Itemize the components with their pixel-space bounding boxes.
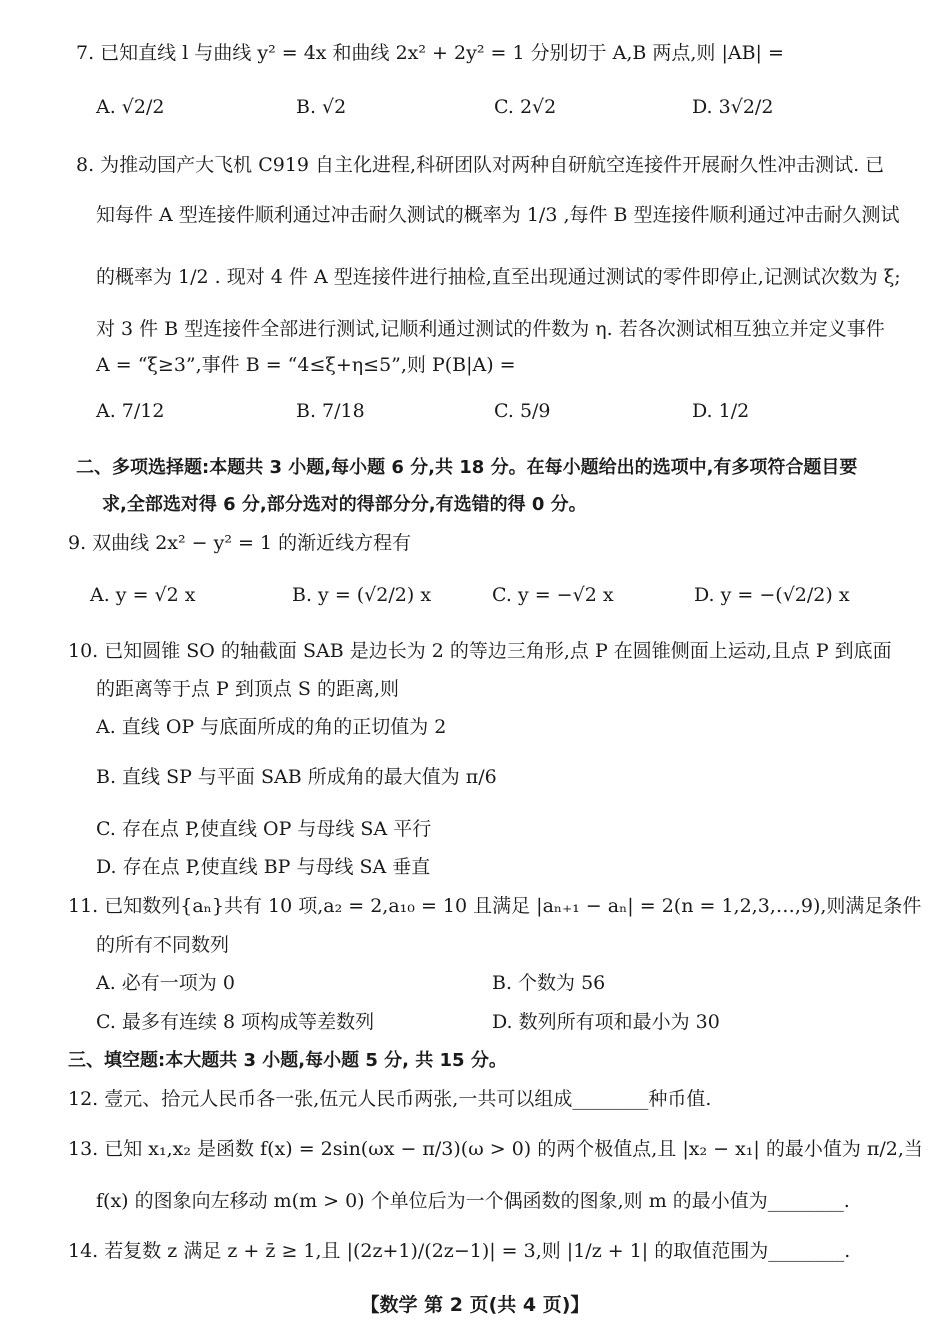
q10-option-b: B. 直线 SP 与平面 SAB 所成角的最大值为 π/6 <box>96 766 497 788</box>
q9-stem: 9. 双曲线 2x² − y² = 1 的渐近线方程有 <box>68 532 412 554</box>
q8-line-4: 对 3 件 B 型连接件全部进行测试,记顺利通过测试的件数为 η. 若各次测试相互独立并定义事件 <box>96 318 885 340</box>
q9-option-c: C. y = −√2 x <box>492 584 614 606</box>
section2-heading-line-1: 二、多项选择题:本题共 3 小题,每小题 6 分,共 18 分。在每小题给出的选项中,有多项符合题目要 <box>76 457 858 478</box>
q13-line-2: f(x) 的图象向左移动 m(m > 0) 个单位后为一个偶函数的图象,则 m 的最小值为________. <box>96 1190 850 1212</box>
q11-option-b: B. 个数为 56 <box>492 972 606 994</box>
q10-option-d: D. 存在点 P,使直线 BP 与母线 SA 垂直 <box>96 856 431 878</box>
q8-line-1: 8. 为推动国产大飞机 C919 自主化进程,科研团队对两种自研航空连接件开展耐久性冲击测试. 已 <box>76 154 885 176</box>
q9-option-b: B. y = (√2/2) x <box>292 584 432 606</box>
q10-line-1: 10. 已知圆锥 SO 的轴截面 SAB 是边长为 2 的等边三角形,点 P 在圆锥侧面上运动,且点 P 到底面 <box>68 640 892 662</box>
q13-line-1: 13. 已知 x₁,x₂ 是函数 f(x) = 2sin(ωx − π/3)(ω > 0) 的两个极值点,且 |x₂ − x₁| 的最小值为 π/2,当 <box>68 1138 923 1160</box>
q7-option-d: D. 3√2/2 <box>692 96 774 118</box>
q8-line-2: 知每件 A 型连接件顺利通过冲击耐久测试的概率为 1/3 ,每件 B 型连接件顺利通过冲击耐久测试 <box>96 204 900 226</box>
q12-stem: 12. 壹元、拾元人民币各一张,伍元人民币两张,一共可以组成________种币值. <box>68 1088 712 1110</box>
section3-heading: 三、填空题:本大题共 3 小题,每小题 5 分, 共 15 分。 <box>68 1050 507 1071</box>
q11-line-2: 的所有不同数列 <box>96 934 230 956</box>
q14-stem: 14. 若复数 z 满足 z + z̄ ≥ 1,且 |(2z+1)/(2z−1)| = 3,则 |1/z + 1| 的取值范围为________. <box>68 1240 851 1262</box>
q8-option-d: D. 1/2 <box>692 400 750 422</box>
q11-option-d: D. 数列所有项和最小为 30 <box>492 1011 720 1033</box>
q8-option-c: C. 5/9 <box>494 400 551 422</box>
q8-line-5: A = “ξ≥3”,事件 B = “4≤ξ+η≤5”,则 P(B|A) = <box>96 354 516 376</box>
q10-line-2: 的距离等于点 P 到顶点 S 的距离,则 <box>96 678 399 700</box>
q8-option-b: B. 7/18 <box>296 400 365 422</box>
section2-heading-line-2: 求,全部选对得 6 分,部分选对的得部分分,有选错的得 0 分。 <box>102 494 587 515</box>
q7-option-c: C. 2√2 <box>494 96 557 118</box>
q11-option-a: A. 必有一项为 0 <box>96 972 235 994</box>
q7-option-b: B. √2 <box>296 96 347 118</box>
q7-option-a: A. √2/2 <box>96 96 165 118</box>
page-footer: 【数学 第 2 页(共 4 页)】 <box>360 1294 590 1316</box>
q9-option-d: D. y = −(√2/2) x <box>694 584 850 606</box>
q10-option-c: C. 存在点 P,使直线 OP 与母线 SA 平行 <box>96 818 432 840</box>
q9-option-a: A. y = √2 x <box>90 584 196 606</box>
q10-option-a: A. 直线 OP 与底面所成的角的正切值为 2 <box>96 716 447 738</box>
q8-option-a: A. 7/12 <box>96 400 165 422</box>
q11-line-1: 11. 已知数列{aₙ}共有 10 项,a₂ = 2,a₁₀ = 10 且满足 |aₙ₊₁ − aₙ| = 2(n = 1,2,3,…,9),则满足条件 <box>68 895 922 917</box>
q7-stem: 7. 已知直线 l 与曲线 y² = 4x 和曲线 2x² + 2y² = 1 分别切于 A,B 两点,则 |AB| = <box>76 42 784 64</box>
q8-line-3: 的概率为 1/2 . 现对 4 件 A 型连接件进行抽检,直至出现通过测试的零件即停止,记测试次数为 ξ; <box>96 266 901 288</box>
q11-option-c: C. 最多有连续 8 项构成等差数列 <box>96 1011 375 1033</box>
